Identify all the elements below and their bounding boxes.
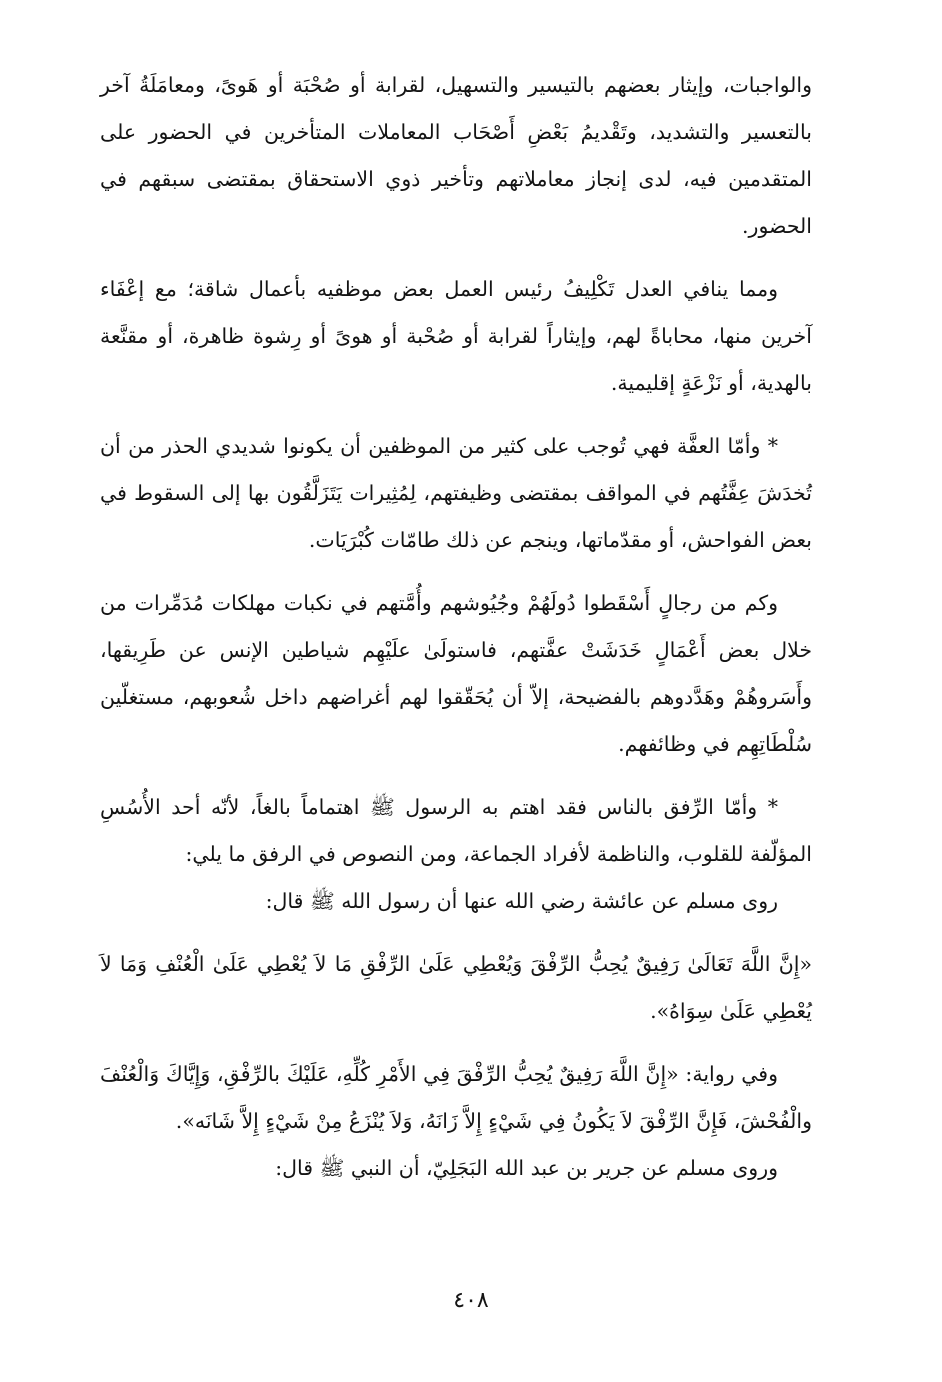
page-number: ٤٠٨ [453,1288,489,1313]
hadith-intro-1: روى مسلم عن عائشة رضي الله عنها أن رسول الله ﷺ قال: [265,889,778,913]
paragraph-5: * وأمّا الرِّفق بالناس فقد اهتم به الرسول ﷺ اهتماماً بالغاً، لأنّه أحد الأُسُسِ المؤلّفة للقلوب، والناظمة لأفراد الجماعة، ومن النصوص في الرفق ما يلي: [100,795,812,866]
hadith-text-2: وفي رواية: «إِنَّ اللَّهَ رَفِيقٌ يُحِبُّ الرِّفْقَ فِي الأَمْرِ كُلِّهِ، عَلَيْكَ بالرِّفْقِ، وَإِيَّاكَ وَالْعُنْفَ والْفُحْشَ، فَإِنَّ الرِّفْقَ لاَ يَكُونُ فِي شَيْءٍ إِلاَّ زَانَهُ، وَلاَ يُنْزَعُ مِنْ شَيْءٍ إِلاَّ شَانَه». [100,1062,812,1133]
page-body [100,62,812,1192]
paragraph-2: ومما ينافي العدل تَكْلِيفُ رئيس العمل بعض موظفيه بأعمال شاقة؛ مع إعْفَاء آخرين منها، محاباةً لهم، وإيثاراً لقرابة أو صُحْبة أو هوىً أو رِشوة ظاهرة، أو مقنَّعة بالهدية، أو نَزْعَةٍ إقليمية. [100,277,812,395]
paragraph-4: وكم من رجالٍ أَسْقَطوا دُولَهُمْ وجُيُوشهم وأُمَّتهم في نكبات مهلكات مُدَمِّرات من خلال بعض أَعْمَالٍ خَدَشَتْ عفَّتهم، فاستولَىٰ علَيْهِم شياطين الإنس عن طَرِيقها، وأَسَروهُمْ وهَدَّدوهم بالفضيحة، إلاّ أن يُحَقّقوا لهم أغراضهم داخل شُعوبهم، مستغلّين سُلْطَاتِهِم في وظائفهم. [100,591,812,756]
hadith-intro-2: وروى مسلم عن جرير بن عبد الله البَجَلِيّ، أن النبي ﷺ قال: [275,1156,778,1180]
paragraph-1: والواجبات، وإيثار بعضهم بالتيسير والتسهيل، لقرابة أو صُحْبَة أو هَوىً، ومعامَلَةُ آخر بالتعسير والتشديد، وتَقْديمُ بَعْضِ أَصْحَاب المعاملات المتأخرين في الحضور على المتقدمين فيه، لدى إنجاز معاملاتهم وتأخير ذوي الاستحقاق بمقتضى سبقهم في الحضور. [100,73,812,238]
hadith-text-1: «إِنَّ اللَّهَ تَعَالَىٰ رَفِيقٌ يُحِبُّ الرِّفْقَ وَيُعْطِي عَلَىٰ الرِّفْقِ مَا لاَ يُعْطِي عَلَىٰ الْعُنْفِ وَمَا لاَ يُعْطِي عَلَىٰ سِوَاهُ». [100,952,812,1023]
paragraph-3: * وأمّا العفَّة فهي تُوجب على كثير من الموظفين أن يكونوا شديدي الحذر من أن تُخدَشَ عِفَّتُهم في المواقف بمقتضى وظيفتهم، لِمُثِيرات يَتَزَلَّقُون بها إلى السقوط في بعض الفواحش، أو مقدّماتها، وينجم عن ذلك طامّات كُبْرَيَات. [100,434,812,552]
